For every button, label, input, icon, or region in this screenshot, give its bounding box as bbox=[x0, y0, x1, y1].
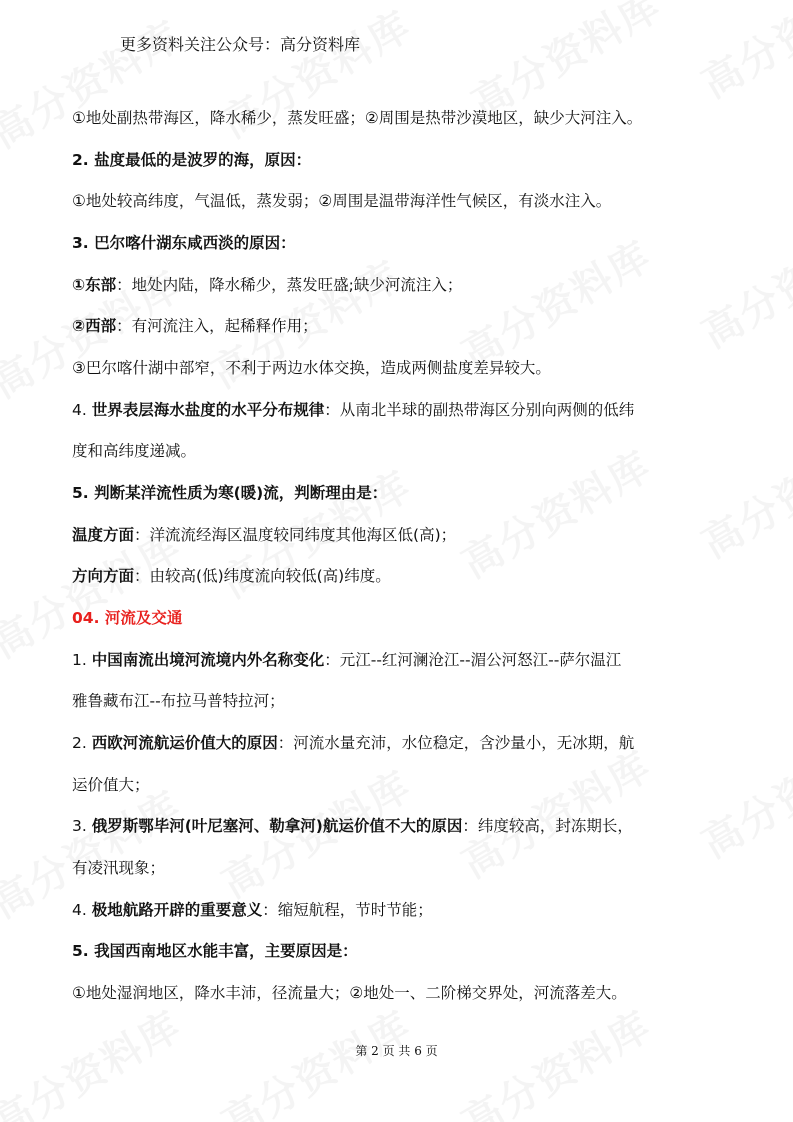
text-line: ①东部：地处内陆，降水稀少，蒸发旺盛;缺少河流注入； bbox=[72, 276, 463, 294]
section-heading: 5. 判断某洋流性质为寒(暖)流，判断理由是： bbox=[72, 484, 388, 502]
text-line: 雅鲁藏布江--布拉马普特拉河； bbox=[72, 692, 285, 710]
watermark bbox=[0, 5, 190, 159]
text-line: 温度方面：洋流流经海区温度较同纬度其他海区低(高)； bbox=[72, 526, 457, 544]
text-line: 4. 极地航路开辟的重要意义：缩短航程，节时节能； bbox=[72, 901, 433, 919]
text-line: ②西部：有河流注入，起稀释作用； bbox=[72, 317, 318, 335]
text-line: 2. 西欧河流航运价值大的原因：河流水量充沛，水位稳定，含沙量小，无冰期，航 bbox=[72, 734, 635, 752]
text-line: 度和高纬度递减。 bbox=[72, 442, 197, 460]
text-line: 3. 俄罗斯鄂毕河(叶尼塞河、勒拿河)航运价值不大的原因：纬度较高，封冻期长， bbox=[72, 817, 633, 835]
text-line: ①地处较高纬度，气温低，蒸发弱；②周围是温带海洋性气候区，有淡水注入。 bbox=[72, 192, 612, 210]
section-heading: 2. 盐度最低的是波罗的海，原因： bbox=[72, 151, 312, 169]
text-line: 4. 世界表层海水盐度的水平分布规律：从南北半球的副热带海区分别向两侧的低纬 bbox=[72, 401, 635, 419]
chapter-heading: 04. 河流及交通 bbox=[72, 609, 183, 627]
section-heading: 3. 巴尔喀什湖东咸西淡的原因： bbox=[72, 234, 296, 252]
page-header: 更多资料关注公众号：高分资料库 bbox=[120, 35, 361, 54]
text-line: 运价值大； bbox=[72, 776, 150, 794]
text-line: 1. 中国南流出境河流境内外名称变化：元江--红河澜沧江--湄公河怒江--萨尔温江 bbox=[72, 651, 622, 669]
text-line: 有凌汛现象； bbox=[72, 859, 166, 877]
text-line: ③巴尔喀什湖中部窄，不利于两边水体交换，造成两侧盐度差异较大。 bbox=[72, 359, 551, 377]
text-line: 方向方面：由较高(低)纬度流向较低(高)纬度。 bbox=[72, 567, 391, 585]
text-line: ①地处副热带海区，降水稀少，蒸发旺盛；②周围是热带沙漠地区，缺少大河注入。 bbox=[72, 109, 643, 127]
watermark bbox=[690, 0, 793, 109]
page-number: 第 2 页 共 6 页 bbox=[355, 1044, 438, 1058]
section-heading: 5. 我国西南地区水能丰富，主要原因是： bbox=[72, 942, 358, 960]
text-line: ①地处湿润地区，降水丰沛，径流量大；②地处一、二阶梯交界处，河流落差大。 bbox=[72, 984, 627, 1002]
